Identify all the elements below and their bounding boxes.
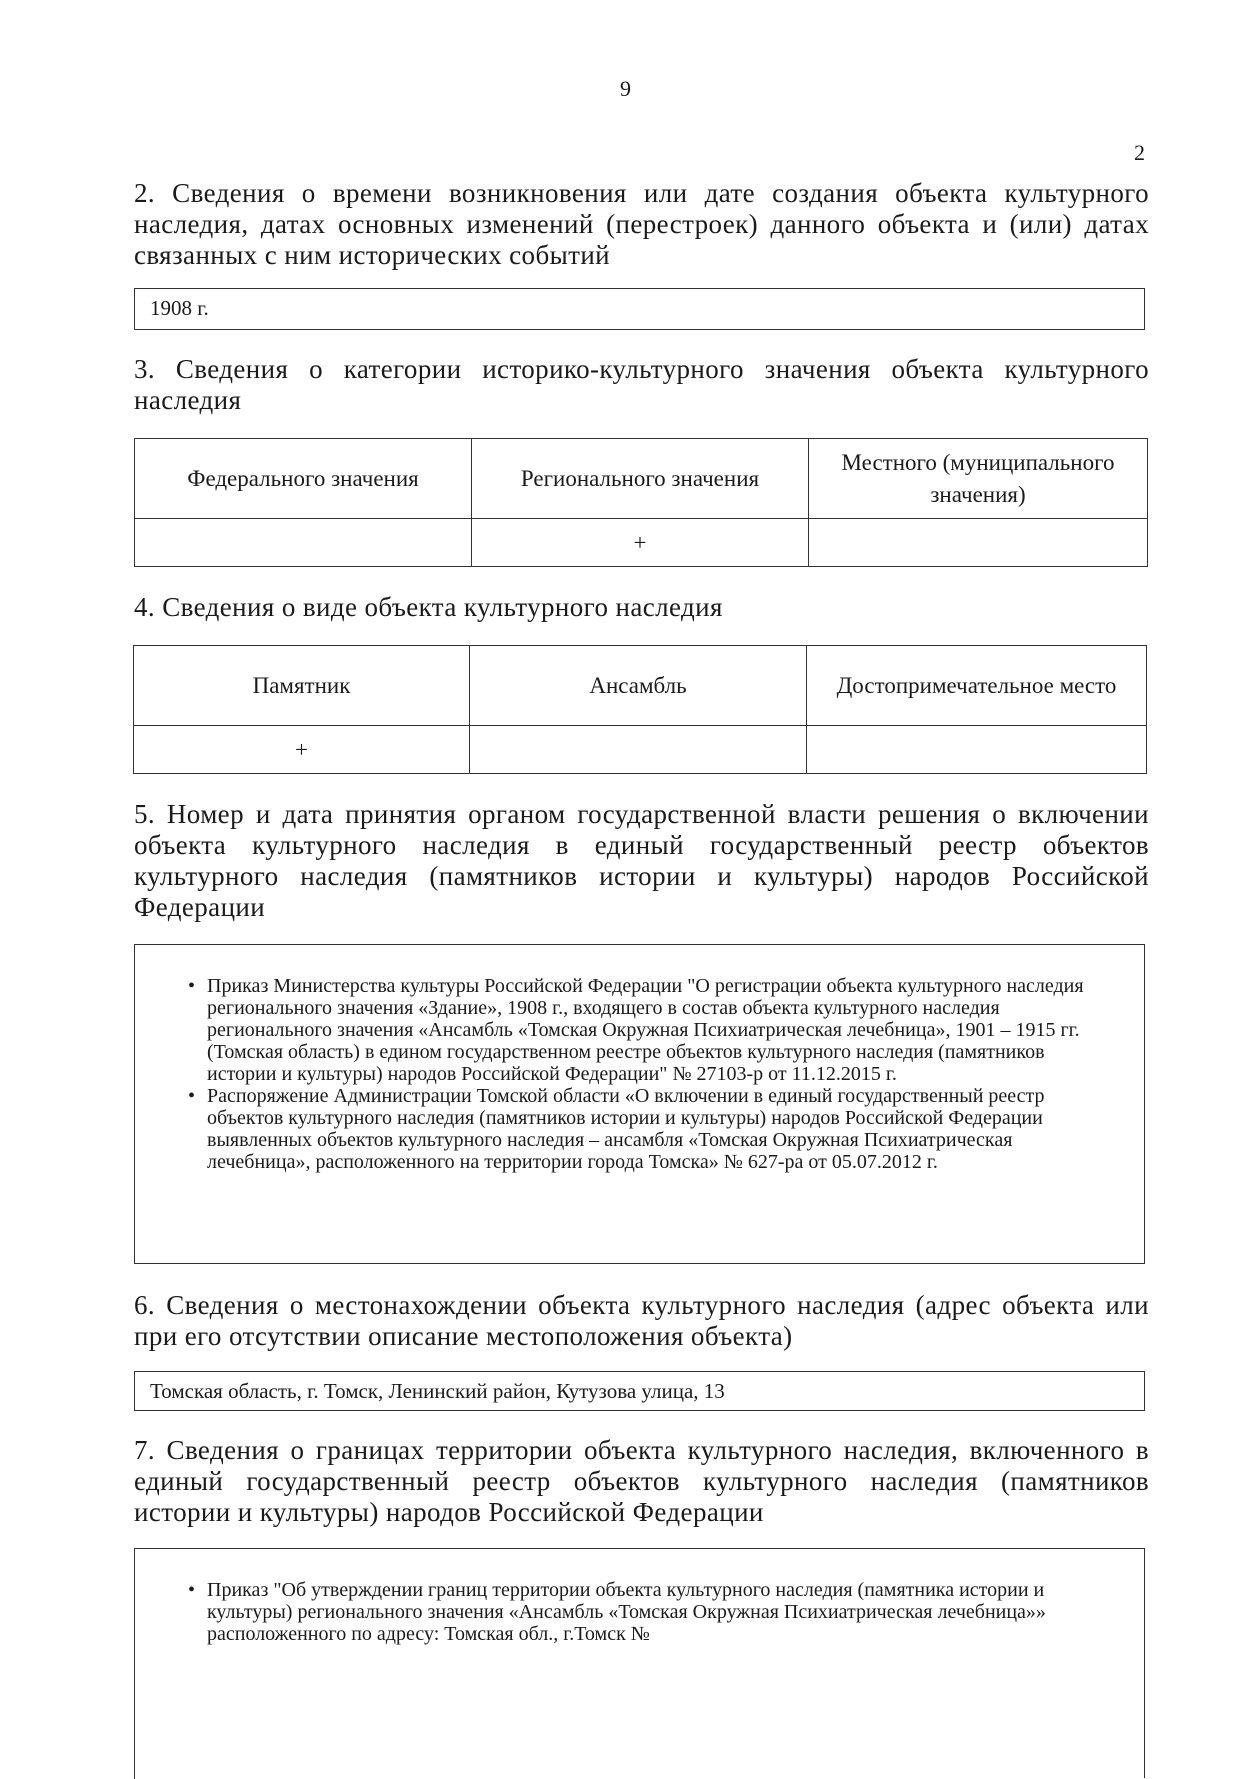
category-federal-header: Федерального значения xyxy=(135,439,472,519)
type-landmark-mark xyxy=(807,726,1147,774)
category-regional-header: Регионального значения xyxy=(472,439,809,519)
category-local-mark xyxy=(809,519,1148,567)
type-landmark-header: Достопримечательное место xyxy=(807,646,1147,726)
section-6-heading: 6. Сведения о местонахождении объекта культурного наследия (адрес объекта или при его отсутствии описание местоположения объекта) xyxy=(134,1290,1149,1351)
registry-decision-item: • Приказ Министерства культуры Российской Федерации "О регистрации объекта культурного наследия регионального значения «Здание», 1908 г., входящего в состав объекта культурного наследия регионального значения «Ансамбль «Томская Окружная Психиатрическая лечебница», 1901 – 1915 гг. (Томская область) в едином государственном реестре объектов культурного наследия (памятников истории и культуры) народов Российской Федерации" № 27103-р от 11.12.2015 г. xyxy=(188,975,1108,1085)
section-3-heading: 3. Сведения о категории историко-культурного значения объекта культурного наследия xyxy=(134,354,1149,415)
address-value: Томская область, г. Томск, Ленинский район, Кутузова улица, 13 xyxy=(150,1379,725,1403)
category-federal-mark xyxy=(135,519,472,567)
section-7-box xyxy=(134,1548,1145,1778)
category-local-header: Местного (муниципального значения) xyxy=(809,439,1148,519)
type-table xyxy=(133,645,1147,774)
section-7-heading: 7. Сведения о границах территории объекта культурного наследия, включенного в единый государственный реестр объектов культурного наследия (памятников истории и культуры) народов Российской Федерации xyxy=(134,1435,1149,1527)
registry-decision-list xyxy=(188,975,1108,1173)
registry-decision-item: • Распоряжение Администрации Томской области «О включении в единый государственный реестр объектов культурного наследия (памятников истории и культуры) народов Российской Федерации выявленных объектов культурного наследия – ансамбля «Томская Окружная Психиатрическая лечебница», расположенного на территории города Томска» № 627-ра от 05.07.2012 г. xyxy=(188,1085,1108,1173)
type-ensemble-header: Ансамбль xyxy=(470,646,807,726)
section-2-heading: 2. Сведения о времени возникновения или дате создания объекта культурного наследия, датах основных изменений (перестроек) данного объекта и (или) датах связанных с ним исторических событий xyxy=(134,178,1149,270)
category-regional-mark: + xyxy=(472,519,809,567)
sub-page-number: 2 xyxy=(1134,140,1145,165)
boundaries-list xyxy=(188,1579,1128,1645)
section-4-heading: 4. Сведения о виде объекта культурного наследия xyxy=(134,592,723,622)
section-2-value: 1908 г. xyxy=(150,296,209,320)
section-5-heading: 5. Номер и дата принятия органом государственной власти решения о включении объекта культурного наследия в единый государственный реестр объектов культурного наследия (памятников истории и культуры) народов Российской Федерации xyxy=(134,799,1149,922)
boundaries-item: • Приказ "Об утверждении границ территории объекта культурного наследия (памятника истории и культуры) регионального значения «Ансамбль «Томская Окружная Психиатрическая лечебница»» расположенного по адресу: Томская обл., г.Томск № xyxy=(188,1579,1128,1645)
section-5-box xyxy=(134,944,1145,1264)
type-ensemble-mark xyxy=(470,726,807,774)
type-monument-mark: + xyxy=(134,726,470,774)
section-2-value-box xyxy=(134,288,1145,330)
type-monument-header: Памятник xyxy=(134,646,470,726)
section-6-value-box xyxy=(134,1371,1145,1411)
page-number: 9 xyxy=(620,76,631,101)
category-table xyxy=(134,438,1148,567)
